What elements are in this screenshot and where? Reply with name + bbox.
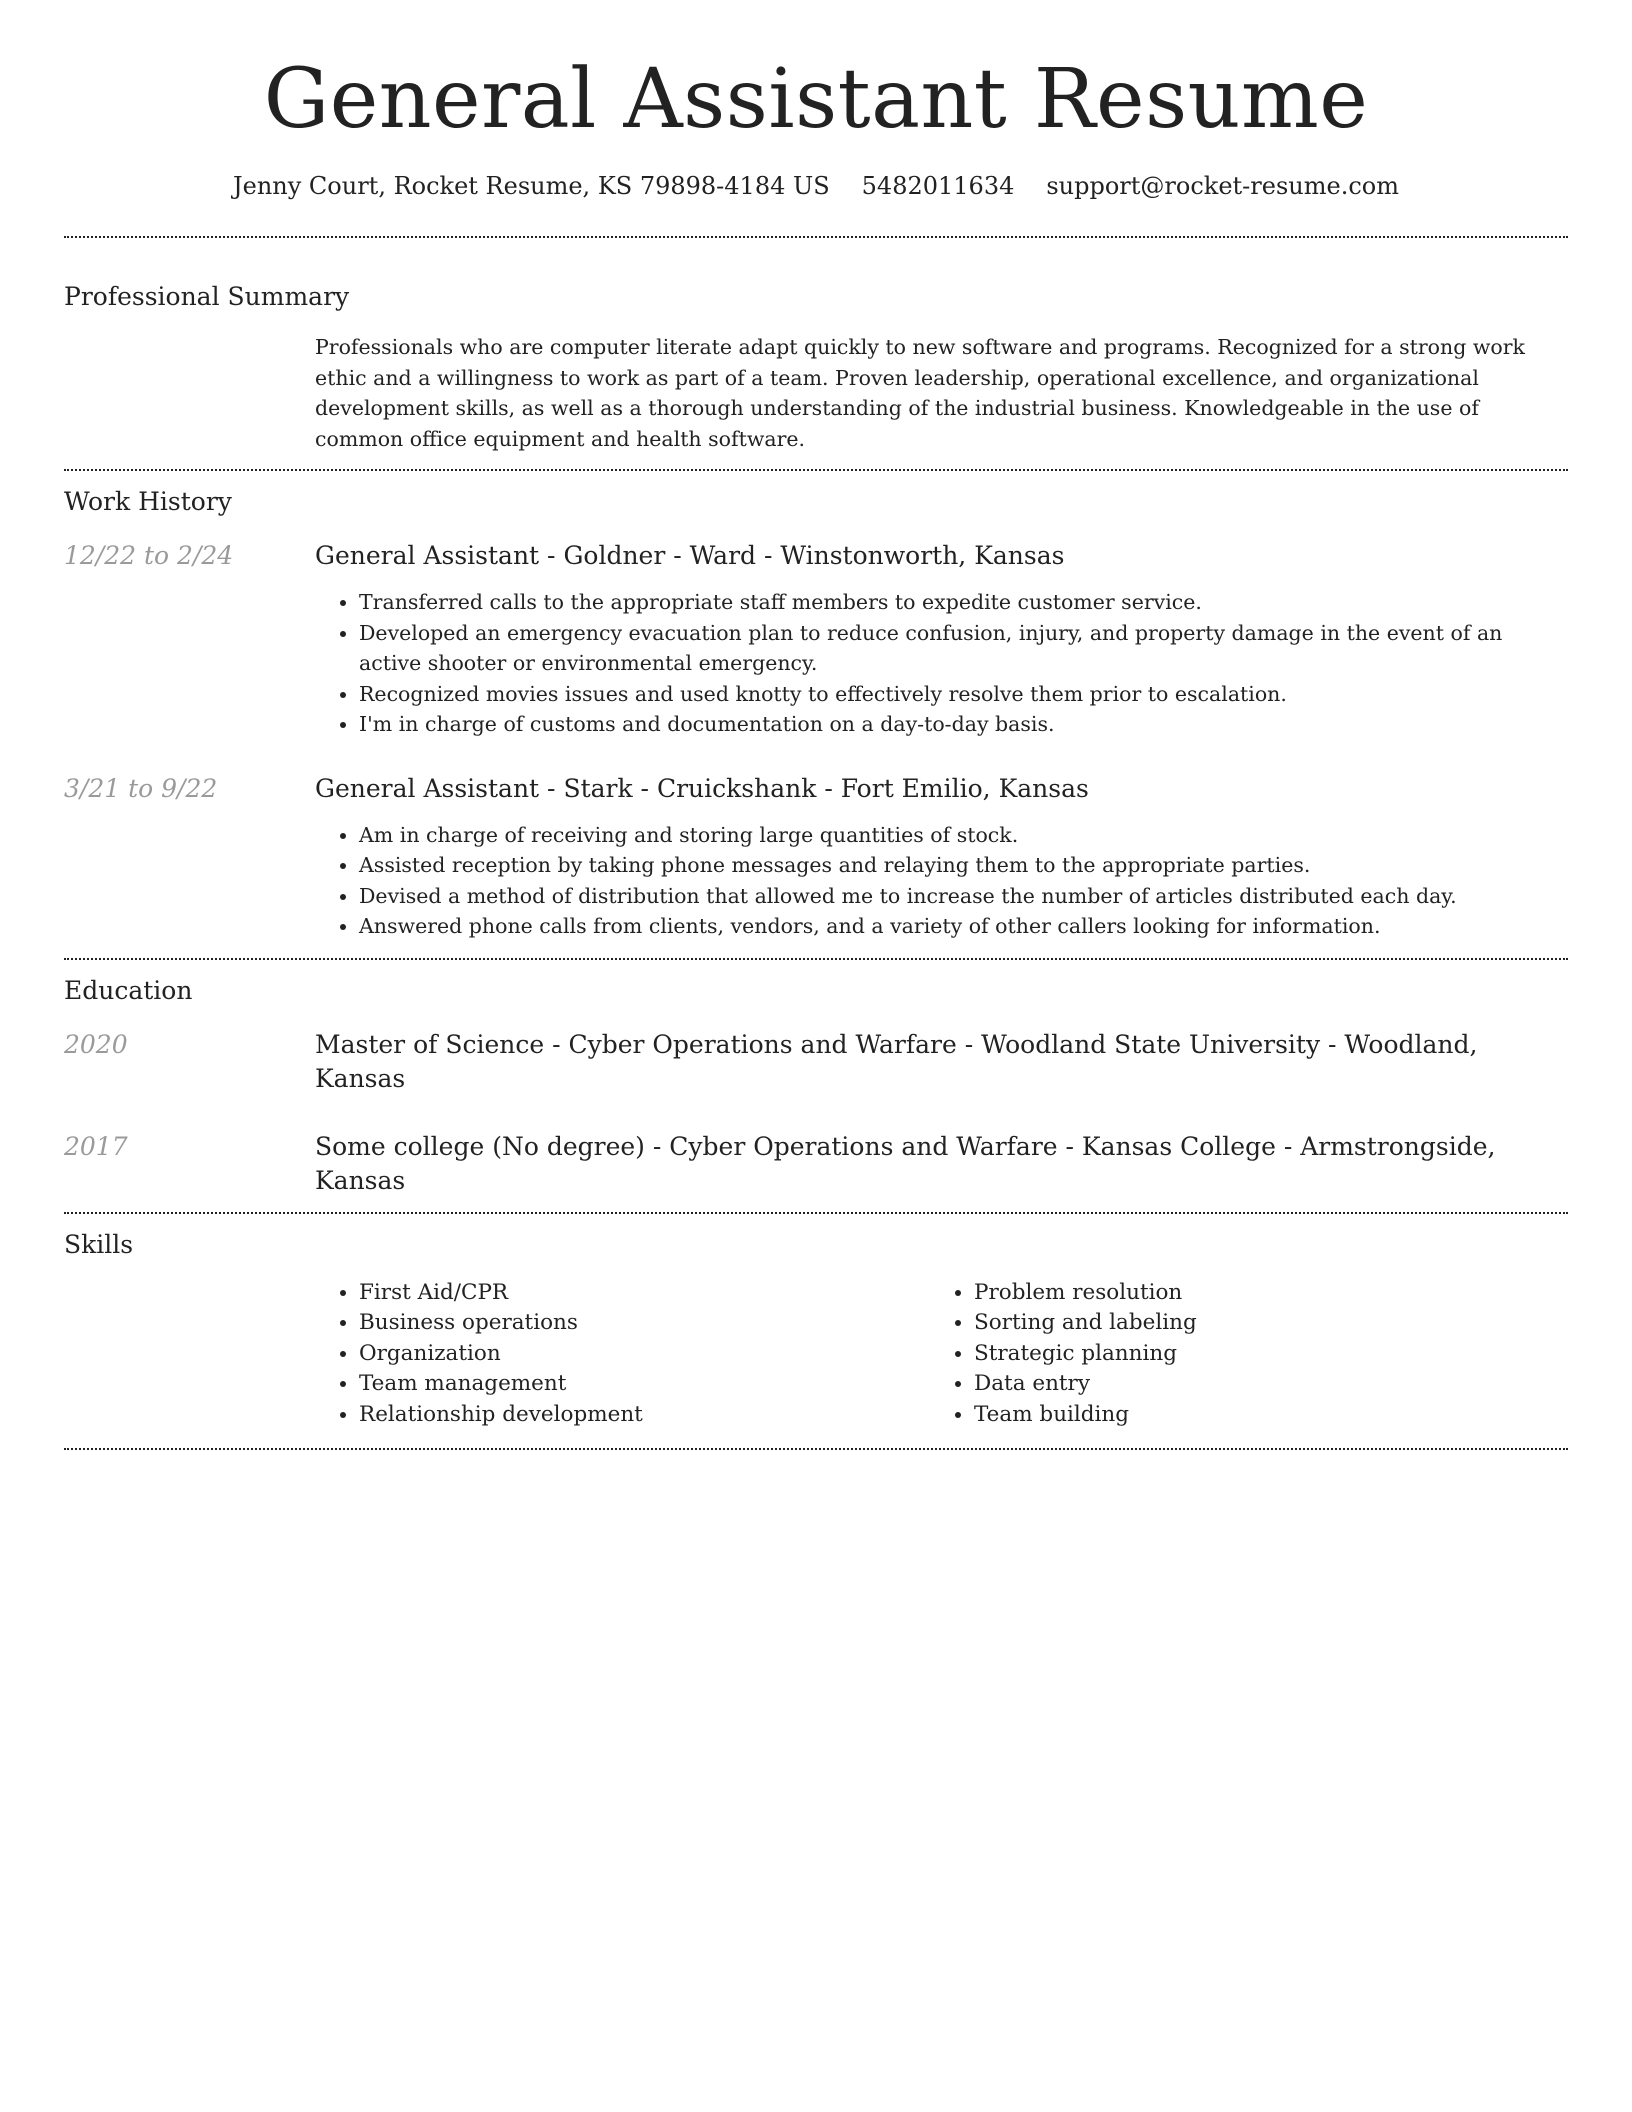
- skill-item: • Team building: [974, 1400, 1545, 1431]
- job-entry: [64, 539, 1568, 740]
- section-divider: [64, 1448, 1568, 1450]
- job-dates: 12/22 to 2/24: [64, 541, 234, 570]
- job-bullet: • Devised a method of distribution that allowed me to increase the number of articles distributed each day.: [359, 881, 1568, 912]
- job-bullet: • Assisted reception by taking phone messages and relaying them to the appropriate parties.: [359, 850, 1568, 881]
- skill-item: • Data entry: [974, 1369, 1545, 1400]
- skills-title: Skills: [64, 1229, 134, 1259]
- education-year: 2020: [64, 1029, 128, 1059]
- contact-address: Jenny Court, Rocket Resume, KS 79898-4184 US: [233, 172, 830, 200]
- skill-item: • Strategic planning: [974, 1339, 1545, 1370]
- skill-item: • Relationship development: [359, 1400, 930, 1431]
- job-dates: 3/21 to 9/22: [64, 773, 218, 803]
- summary-title: Professional Summary: [64, 282, 350, 311]
- education-title: Education: [64, 975, 193, 1005]
- contact-phone: 5482011634: [861, 172, 1015, 200]
- education-section: [64, 960, 1568, 1212]
- education-year: 2017: [64, 1131, 128, 1161]
- resume-title: General Assistant Resume: [263, 52, 1369, 147]
- job-bullet: • I'm in charge of customs and documentation on a day-to-day basis.: [359, 709, 1568, 740]
- job-heading: General Assistant - Stark - Cruickshank - Fort Emilio, Kansas: [315, 773, 1089, 803]
- education-heading: Some college (No degree) - Cyber Operations and Warfare - Kansas College - Armstrongside, Kansas: [315, 1131, 1496, 1195]
- skill-item: • Sorting and labeling: [974, 1308, 1545, 1339]
- job-bullet: • Recognized movies issues and used knotty to effectively resolve them prior to escalation.: [359, 679, 1568, 710]
- contact-line: [64, 170, 1568, 202]
- education-entry: [64, 1028, 1568, 1096]
- skill-item: • Problem resolution: [974, 1278, 1545, 1309]
- job-bullets: [315, 820, 1568, 942]
- contact-email: support@rocket-resume.com: [1046, 172, 1399, 200]
- skills-column: [930, 1278, 1545, 1431]
- job-bullet: • Developed an emergency evacuation plan to reduce confusion, injury, and property damage in the event of an active shooter or environmental emergency.: [359, 618, 1568, 679]
- skills-section: [64, 1214, 1568, 1449]
- job-entry: [64, 772, 1568, 942]
- education-entry: [64, 1130, 1568, 1198]
- work-history-section: [64, 471, 1568, 958]
- summary-section: [64, 238, 1568, 469]
- education-heading: Master of Science - Cyber Operations and Warfare - Woodland State University - Woodland, Kansas: [315, 1029, 1478, 1093]
- work-history-title: Work History: [64, 487, 232, 516]
- skill-item: • Business operations: [359, 1308, 930, 1339]
- job-bullet: • Transferred calls to the appropriate staff members to expedite customer service.: [359, 587, 1568, 618]
- job-bullets: [315, 587, 1568, 740]
- skill-item: • Team management: [359, 1369, 930, 1400]
- skill-item: • First Aid/CPR: [359, 1278, 930, 1309]
- skills-grid: [315, 1278, 1568, 1449]
- skill-item: • Organization: [359, 1339, 930, 1370]
- summary-text: Professionals who are computer literate adapt quickly to new software and programs. Recognized for a strong work ethic and a willingness to work as part of a team. Proven leadership, operational excellence, and organizational development skills, as well as a thorough understanding of the industrial business. Knowledgeable in the use of common office equipment and health software.: [315, 335, 1525, 451]
- skills-column: [315, 1278, 930, 1431]
- job-heading: General Assistant - Goldner - Ward - Winstonworth, Kansas: [315, 541, 1065, 570]
- job-bullet: • Am in charge of receiving and storing large quantities of stock.: [359, 820, 1568, 851]
- job-bullet: • Answered phone calls from clients, vendors, and a variety of other callers looking for information.: [359, 911, 1568, 942]
